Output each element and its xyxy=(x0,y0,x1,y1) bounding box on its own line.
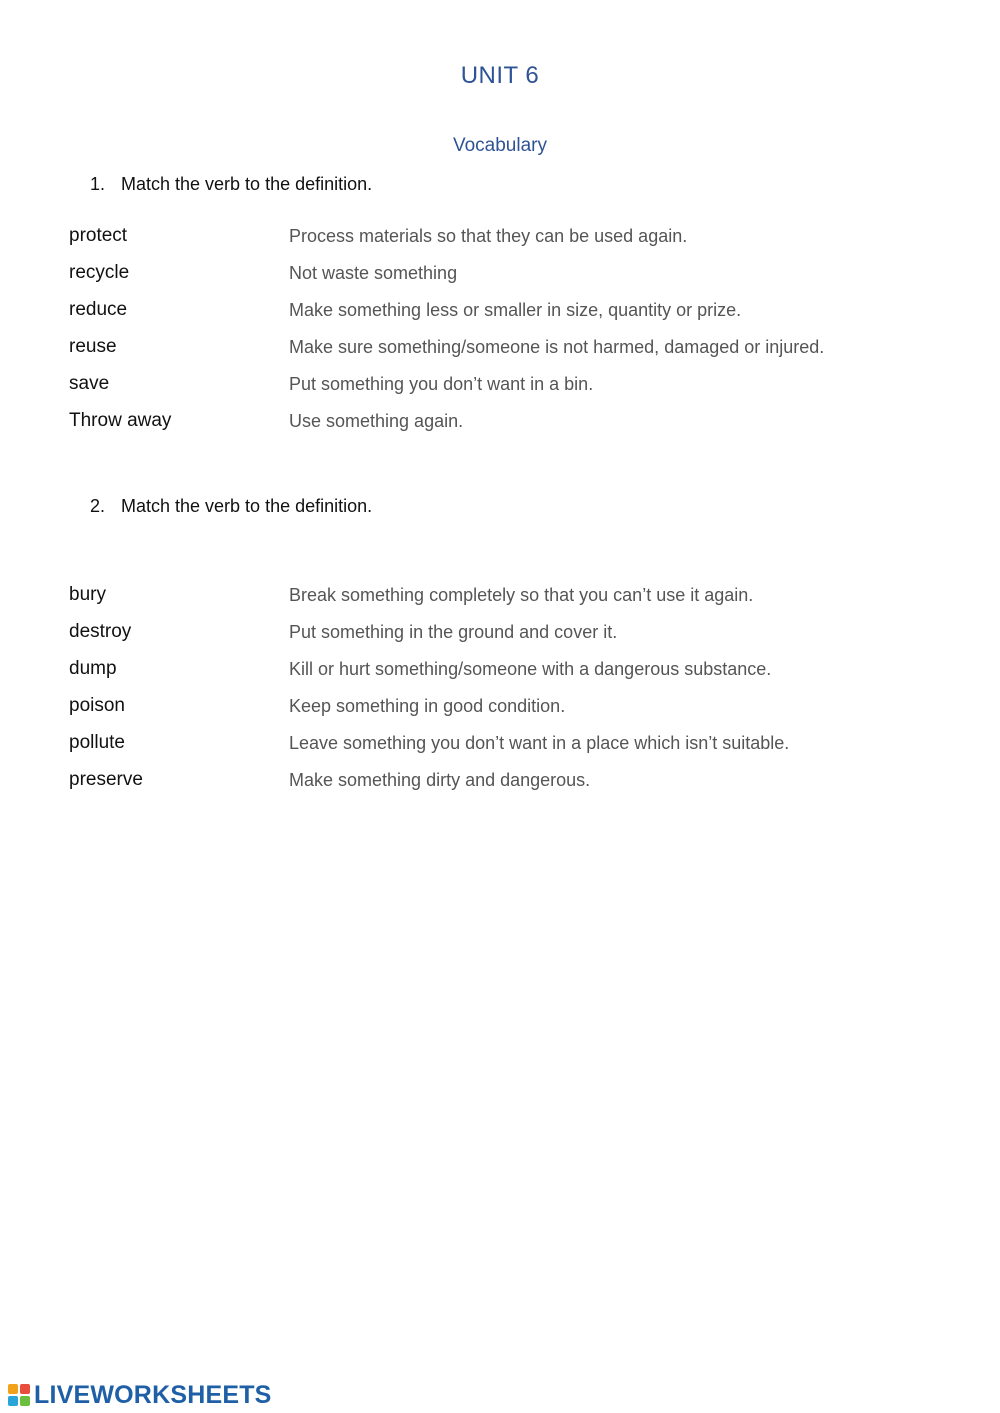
exercise-2-row xyxy=(69,731,949,768)
verb-item[interactable]: reuse xyxy=(69,336,117,357)
exercise-2-instruction-text: Match the verb to the definition. xyxy=(121,496,373,516)
exercise-2-row xyxy=(69,694,949,731)
exercise-1-row xyxy=(69,224,949,261)
liveworksheets-logo[interactable] xyxy=(8,1381,272,1409)
verb-item[interactable]: protect xyxy=(69,225,128,246)
definition-item[interactable]: Leave something you don’t want in a place which isn’t suitable. xyxy=(289,733,790,753)
exercise-1-row xyxy=(69,261,949,298)
exercise-1-row xyxy=(69,298,949,335)
definition-item[interactable]: Make something dirty and dangerous. xyxy=(289,770,591,790)
definition-item[interactable]: Put something in the ground and cover it. xyxy=(289,622,618,642)
exercise-1-row xyxy=(69,409,949,446)
verb-item[interactable]: destroy xyxy=(69,621,132,642)
exercise-1-row xyxy=(69,372,949,409)
exercise-2-list xyxy=(69,583,949,805)
definition-item[interactable]: Kill or hurt something/someone with a dangerous substance. xyxy=(289,659,772,679)
verb-item[interactable]: Throw away xyxy=(69,410,172,431)
exercise-1-number: 1. xyxy=(90,174,106,194)
exercise-1-instruction xyxy=(90,174,372,195)
exercise-2-row xyxy=(69,768,949,805)
definition-item[interactable]: Process materials so that they can be used again. xyxy=(289,226,688,246)
exercise-2-row xyxy=(69,657,949,694)
exercise-1-row xyxy=(69,335,949,372)
page-subtitle: Vocabulary xyxy=(452,135,547,156)
exercise-2-row xyxy=(69,583,949,620)
verb-item[interactable]: recycle xyxy=(69,262,130,283)
definition-item[interactable]: Keep something in good condition. xyxy=(289,696,566,716)
definition-item[interactable]: Put something you don’t want in a bin. xyxy=(289,374,594,394)
verb-item[interactable]: save xyxy=(69,373,110,394)
verb-item[interactable]: pollute xyxy=(69,732,125,753)
exercise-2-instruction xyxy=(90,496,372,517)
verb-item[interactable]: bury xyxy=(69,584,106,605)
definition-item[interactable]: Make something less or smaller in size, quantity or prize. xyxy=(289,300,742,320)
exercise-2-row xyxy=(69,620,949,657)
logo-text: LIVEWORKSHEETS xyxy=(34,1380,272,1409)
exercise-1-instruction-text: Match the verb to the definition. xyxy=(121,174,373,194)
verb-item[interactable]: dump xyxy=(69,658,117,679)
definition-item[interactable]: Break something completely so that you can’t use it again. xyxy=(289,585,754,605)
exercise-1-list xyxy=(69,224,949,446)
exercise-2-number: 2. xyxy=(90,496,106,516)
verb-item[interactable]: reduce xyxy=(69,299,128,320)
definition-item[interactable]: Not waste something xyxy=(289,263,458,283)
verb-item[interactable]: preserve xyxy=(69,769,143,790)
verb-item[interactable]: poison xyxy=(69,695,125,716)
liveworksheets-blocks-icon xyxy=(8,1384,30,1406)
definition-item[interactable]: Make sure something/someone is not harmed, damaged or injured. xyxy=(289,337,825,357)
definition-item[interactable]: Use something again. xyxy=(289,411,464,431)
page-title: UNIT 6 xyxy=(460,62,540,89)
